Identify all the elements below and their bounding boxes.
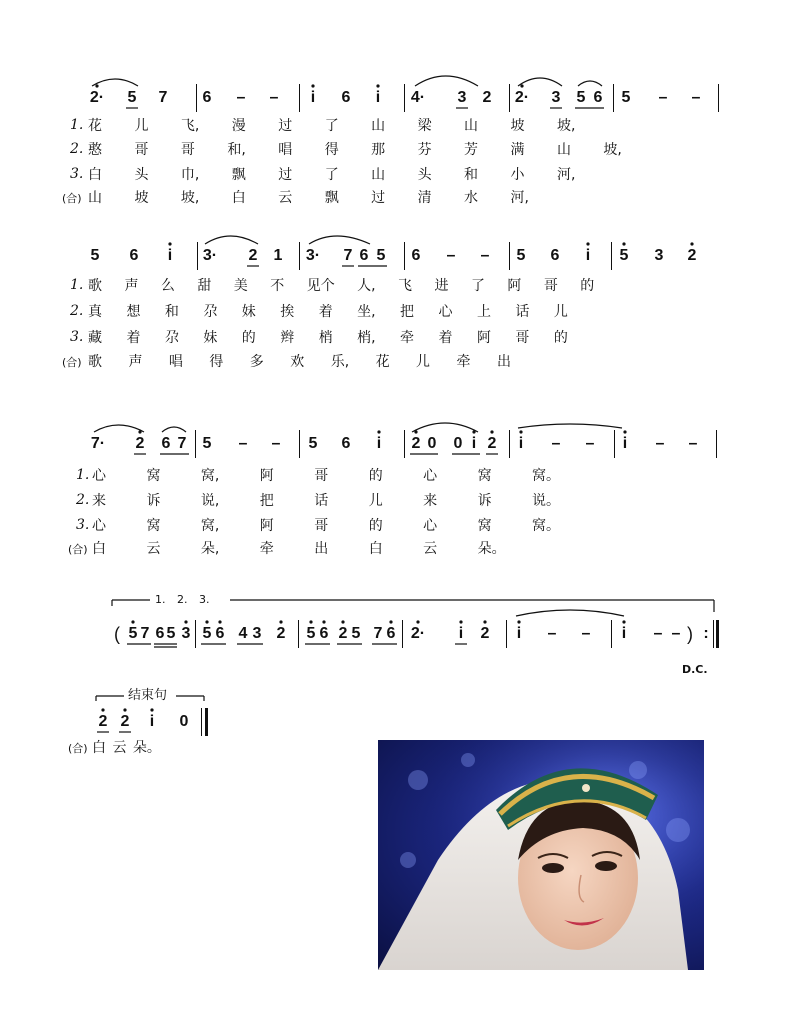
note: 5 bbox=[90, 247, 100, 264]
note: – bbox=[688, 435, 698, 452]
verse-label: 2. bbox=[70, 141, 84, 157]
note: – bbox=[547, 625, 557, 642]
verse-label: 2. bbox=[70, 303, 84, 319]
note: i bbox=[516, 625, 522, 642]
note: 5 bbox=[202, 625, 212, 642]
verse-label: 3. bbox=[76, 517, 90, 533]
note: 6 bbox=[161, 435, 171, 452]
volta-label: 1. 2. 3. bbox=[155, 593, 210, 606]
note: 5 bbox=[128, 625, 138, 642]
note: – bbox=[655, 435, 665, 452]
note: 6 bbox=[155, 625, 165, 642]
note: 5 bbox=[621, 89, 631, 106]
note: 2 bbox=[135, 435, 145, 452]
note: 7 bbox=[343, 247, 353, 264]
lyric-line: 花 儿 飞, 漫 过 了 山 梁 山 坡 坡, bbox=[88, 118, 576, 134]
verse-label: 3. bbox=[70, 329, 84, 345]
note: 5 bbox=[619, 247, 629, 264]
note: i bbox=[585, 247, 591, 264]
note: 2 bbox=[338, 625, 348, 642]
lyric-line: 真 想 和 尕 妹 挨 着 坐, 把 心 上 话 儿 bbox=[88, 304, 568, 320]
lyric-line: 白 云 朵, 牵 出 白 云 朵。 bbox=[92, 541, 506, 557]
note: 5 bbox=[127, 89, 137, 106]
note: 7 bbox=[373, 625, 383, 642]
note: 3 bbox=[181, 625, 191, 642]
note: 7 bbox=[140, 625, 150, 642]
note: 6 bbox=[359, 247, 369, 264]
note: i bbox=[471, 435, 477, 452]
note: 2 bbox=[480, 625, 490, 642]
note: i bbox=[375, 89, 381, 106]
lyric-line: 白 头 巾, 飘 过 了 山 头 和 小 河, bbox=[88, 167, 576, 183]
note: 1 bbox=[273, 247, 283, 264]
note: 2 bbox=[276, 625, 286, 642]
verse-label: 1. bbox=[70, 117, 84, 133]
note: 6 bbox=[341, 435, 351, 452]
lyric-line: 心 窝 窝, 阿 哥 的 心 窝 窝。 bbox=[92, 468, 561, 484]
note: 6 bbox=[319, 625, 329, 642]
note: – bbox=[238, 435, 248, 452]
note: 6 bbox=[411, 247, 421, 264]
note: i bbox=[458, 625, 464, 642]
note: 3 bbox=[551, 89, 561, 106]
note: – bbox=[236, 89, 246, 106]
note: 2 bbox=[120, 713, 130, 730]
lyric-line: 白 云 朵。 bbox=[92, 740, 161, 756]
note: 6 bbox=[550, 247, 560, 264]
lyric-line: 山 坡 坡, 白 云 飘 过 清 水 河, bbox=[88, 190, 529, 206]
lyric-line: 藏 着 尕 妹 的 辫 梢 梢, 牵 着 阿 哥 的 bbox=[88, 330, 568, 346]
note: 0 bbox=[427, 435, 437, 452]
note: i bbox=[167, 247, 173, 264]
note: 4 bbox=[238, 625, 248, 642]
singer-photo bbox=[378, 740, 704, 970]
note: 2· bbox=[410, 625, 426, 642]
note: i bbox=[622, 435, 628, 452]
note: 2· bbox=[514, 89, 530, 106]
note: 7 bbox=[158, 89, 168, 106]
note: – bbox=[585, 435, 595, 452]
note: 3· bbox=[202, 247, 218, 264]
note: ) bbox=[687, 624, 693, 644]
singer-illustration bbox=[378, 740, 704, 970]
verse-label: 1. bbox=[76, 467, 90, 483]
note: – bbox=[658, 89, 668, 106]
note: 6 bbox=[341, 89, 351, 106]
note: 2 bbox=[482, 89, 492, 106]
verse-label: 2. bbox=[76, 492, 90, 508]
lyric-line: 歌 声 么 甜 美 不 见个 人, 飞 进 了 阿 哥 的 bbox=[88, 278, 595, 294]
note: 5 bbox=[166, 625, 176, 642]
note: i bbox=[149, 713, 155, 730]
note: 6 bbox=[215, 625, 225, 642]
note: ( bbox=[114, 624, 120, 644]
verse-label: (合) bbox=[62, 356, 82, 369]
note: – bbox=[691, 89, 701, 106]
note: – bbox=[480, 247, 490, 264]
note: 2 bbox=[487, 435, 497, 452]
note: – bbox=[446, 247, 456, 264]
note: 5 bbox=[351, 625, 361, 642]
verse-label: 1. bbox=[70, 277, 84, 293]
lyric-line: 憨 哥 哥 和, 唱 得 那 芬 芳 满 山 坡, bbox=[88, 142, 622, 158]
note: – bbox=[671, 625, 681, 642]
note: : bbox=[703, 625, 709, 642]
note: – bbox=[653, 625, 663, 642]
note: 5 bbox=[576, 89, 586, 106]
note: 5 bbox=[376, 247, 386, 264]
note: 5 bbox=[516, 247, 526, 264]
note: 4· bbox=[410, 89, 426, 106]
note: 3 bbox=[654, 247, 664, 264]
note: 5 bbox=[202, 435, 212, 452]
dc-marking: D.C. bbox=[682, 663, 708, 676]
note: 5 bbox=[306, 625, 316, 642]
lyric-line: 心 窝 窝, 阿 哥 的 心 窝 窝。 bbox=[92, 518, 561, 534]
note: 2 bbox=[411, 435, 421, 452]
note: i bbox=[518, 435, 524, 452]
note: – bbox=[581, 625, 591, 642]
verse-label: (合) bbox=[62, 192, 82, 205]
note: 0 bbox=[179, 713, 189, 730]
note: 6 bbox=[593, 89, 603, 106]
ending-label: 结束句 bbox=[128, 688, 168, 703]
note: i bbox=[621, 625, 627, 642]
note: 5 bbox=[308, 435, 318, 452]
note: 3 bbox=[457, 89, 467, 106]
verse-label: 3. bbox=[70, 166, 84, 182]
note: – bbox=[269, 89, 279, 106]
note: 2· bbox=[89, 89, 105, 106]
verse-label: (合) bbox=[68, 742, 88, 755]
note: 6 bbox=[129, 247, 139, 264]
note: 2 bbox=[98, 713, 108, 730]
note: – bbox=[551, 435, 561, 452]
note: – bbox=[271, 435, 281, 452]
note: 2 bbox=[248, 247, 258, 264]
verse-label: (合) bbox=[68, 543, 88, 556]
note: i bbox=[376, 435, 382, 452]
note: 6 bbox=[202, 89, 212, 106]
lyric-line: 来 诉 说, 把 话 儿 来 诉 说。 bbox=[92, 493, 561, 509]
note: 3· bbox=[305, 247, 321, 264]
lyric-line: 歌 声 唱 得 多 欢 乐, 花 儿 牵 出 bbox=[88, 354, 511, 370]
note: i bbox=[310, 89, 316, 106]
note: 7· bbox=[90, 435, 106, 452]
note: 3 bbox=[252, 625, 262, 642]
note: 2 bbox=[687, 247, 697, 264]
note: 0 bbox=[453, 435, 463, 452]
note: 7 bbox=[177, 435, 187, 452]
note: 6 bbox=[386, 625, 396, 642]
